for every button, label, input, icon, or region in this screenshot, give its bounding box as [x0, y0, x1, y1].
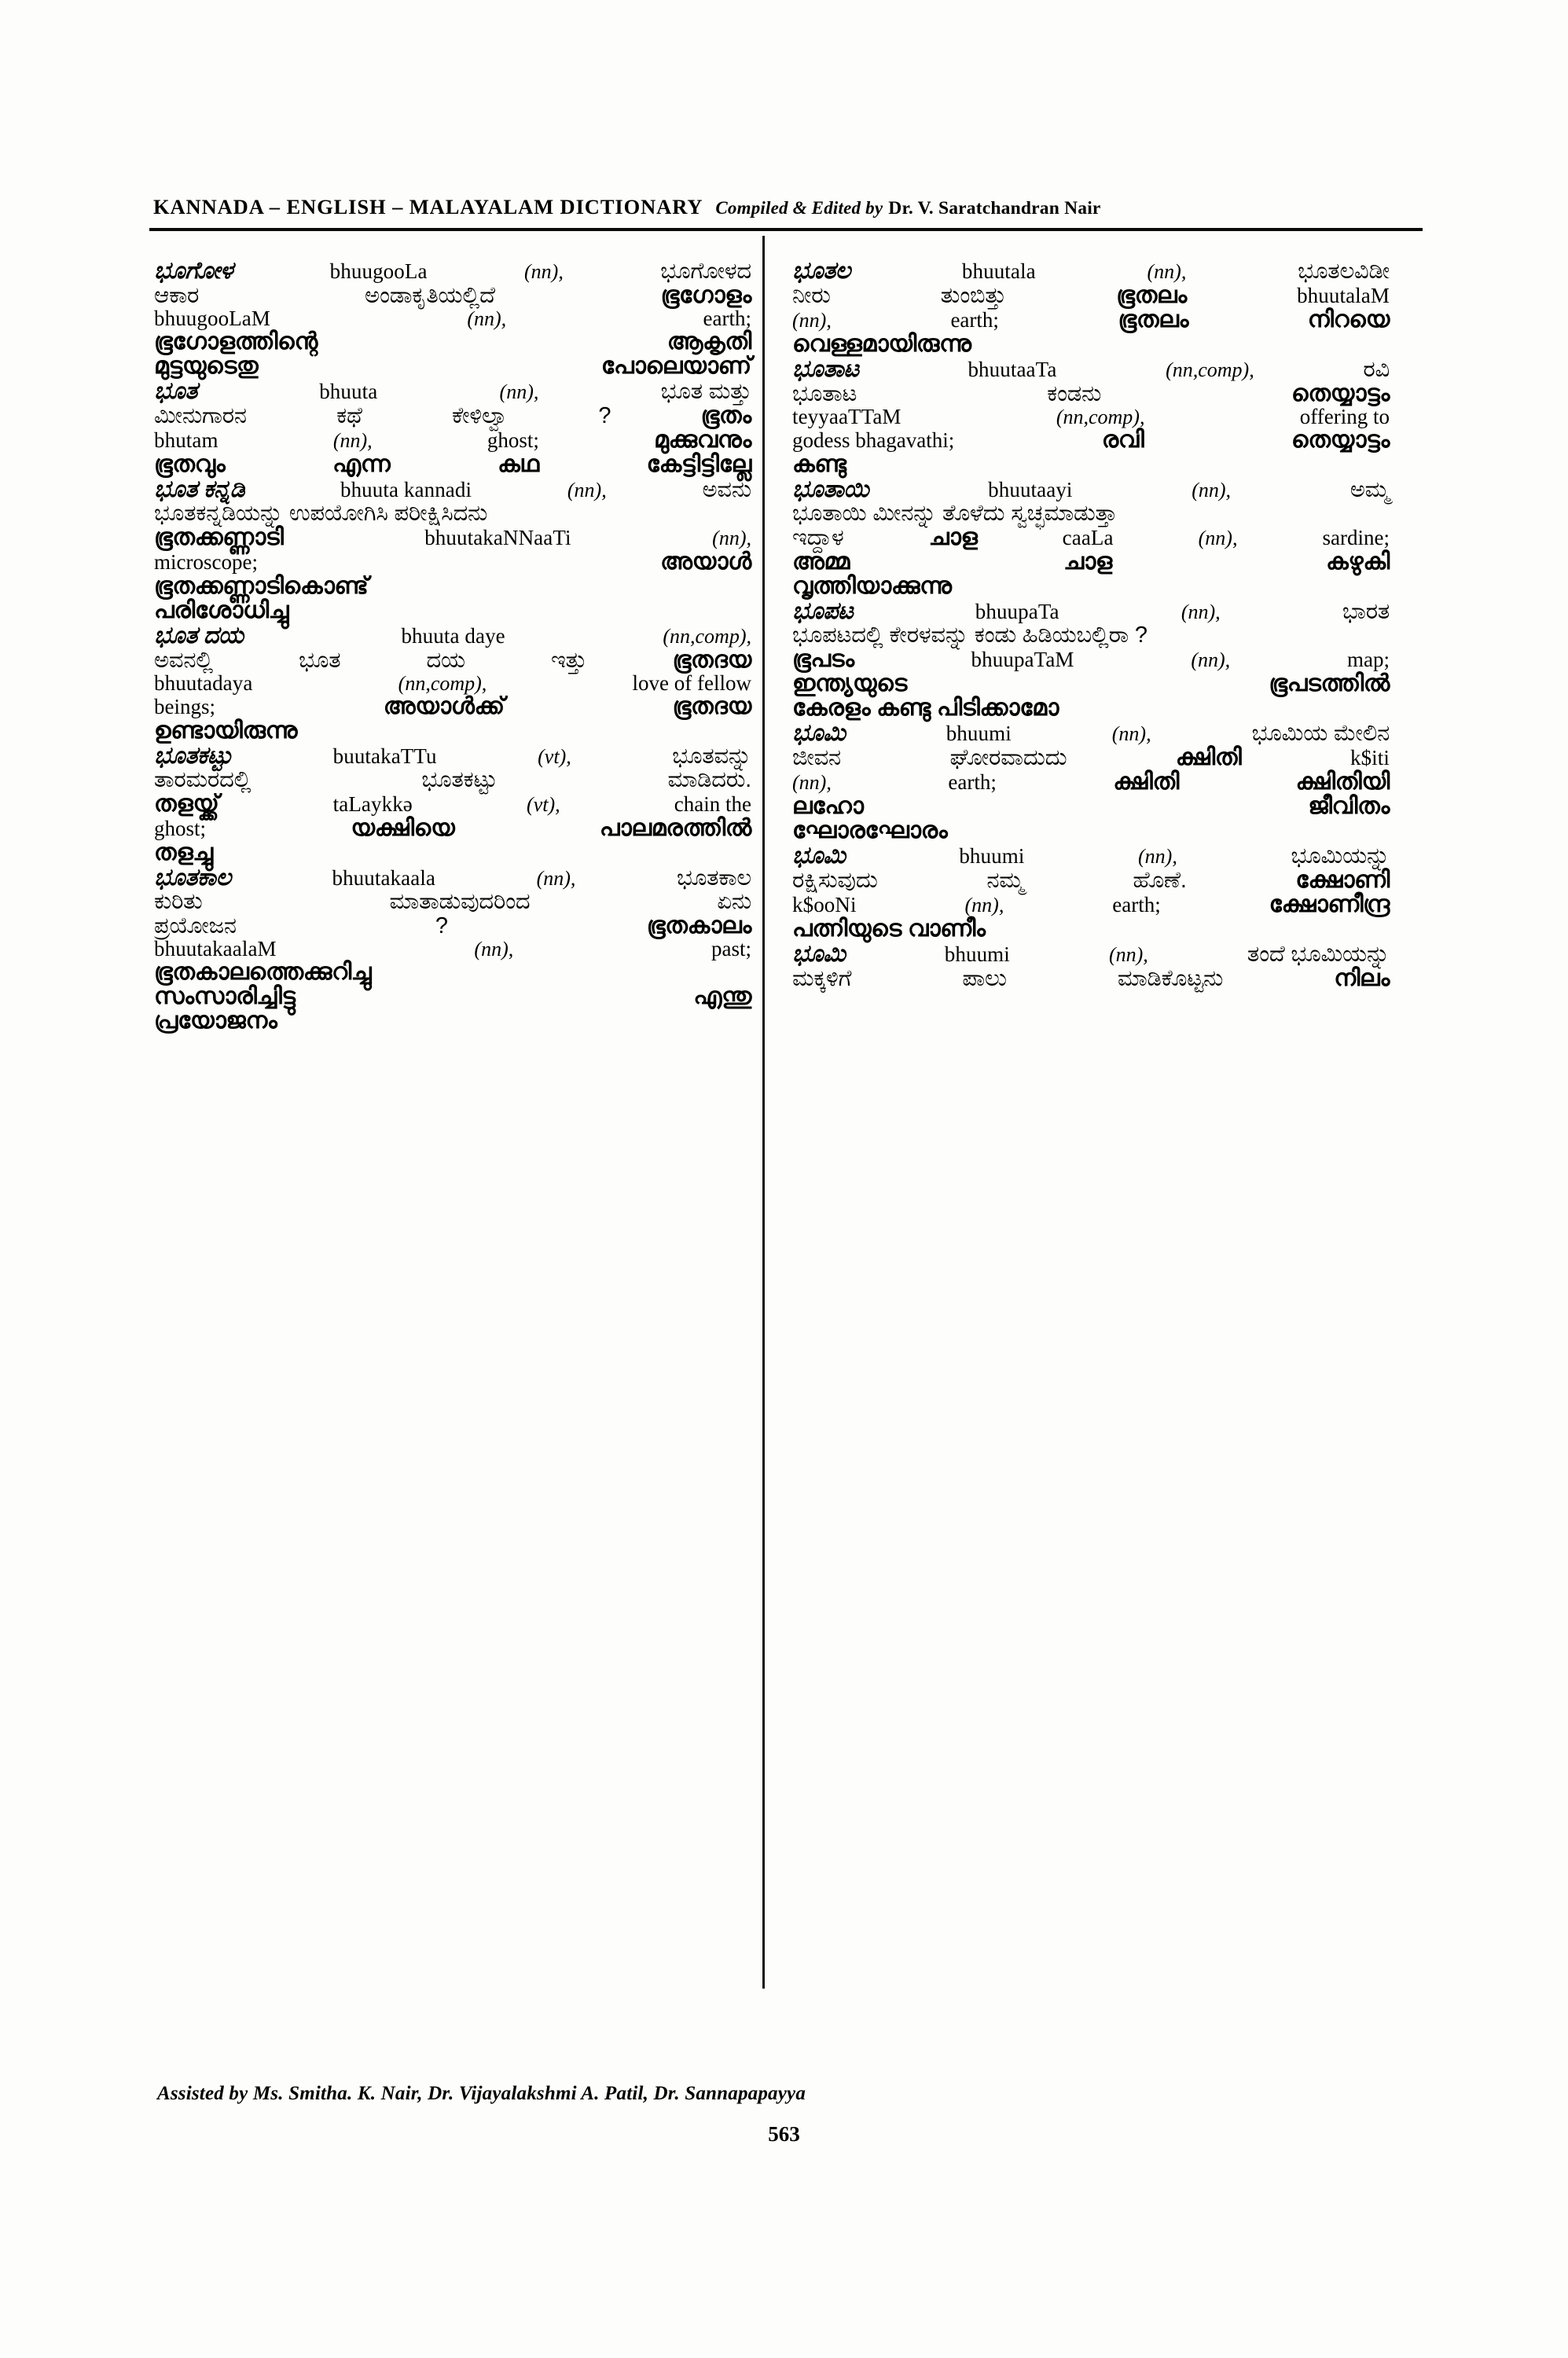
part-of-speech: (vt),: [538, 745, 571, 768]
malayalam-text: നിലം: [1334, 965, 1390, 991]
entry-line: [154, 380, 751, 403]
header-rule: [149, 228, 1423, 231]
kannada-text: ಭೂತ: [299, 648, 341, 673]
part-of-speech: (nn),: [792, 309, 832, 332]
entry-line: [154, 550, 751, 574]
english-gloss: godess bhagavathi;: [792, 428, 955, 452]
malayalam-text: ആകൃതി: [666, 329, 751, 354]
romanized-transliteration: buutakaTTu: [332, 744, 437, 768]
kannada-text: ಭೂತಕಟ್ಟು: [421, 767, 498, 792]
kannada-text: ಭೂತಾಯಿ ಮೀನನ್ನು ತೊಳೆದು ಸ್ವಚ್ಛಮಾಡುತ್ತಾ: [792, 501, 1118, 526]
dictionary-entry: [792, 358, 1390, 476]
entry-line: [792, 406, 1390, 428]
kannada-text: ಅವನಲ್ಲಿ: [154, 648, 213, 673]
entry-line: [154, 866, 751, 890]
entry-line: [792, 893, 1390, 916]
part-of-speech: (nn),: [332, 429, 373, 452]
kannada-text: ಘೋರವಾದುದು: [949, 745, 1067, 770]
entry-line: [154, 330, 751, 354]
entry-line: [792, 917, 1390, 941]
part-of-speech: (nn),: [474, 938, 514, 960]
part-of-speech: (nn),: [1191, 648, 1231, 671]
editor-name: Dr. V. Saratchandran Nair: [888, 198, 1101, 219]
entry-line: [154, 891, 751, 913]
kannada-headword: ಭೂತ ಕನ್ನಡಿ: [154, 476, 245, 502]
entry-line: [792, 648, 1390, 671]
entry-line: [792, 428, 1390, 452]
malayalam-text: പോലെയാണ്: [600, 353, 751, 379]
kannada-headword: ಭೂಮಿ: [792, 720, 846, 746]
kannada-text: ಭಾರತ: [1342, 599, 1390, 624]
entry-line: [792, 259, 1390, 283]
kannada-headword: ಭೂತ: [154, 378, 197, 404]
malayalam-text: പ്രയോജനം: [154, 1008, 277, 1034]
kannada-text: ?: [435, 913, 448, 938]
malayalam-text: പരിശോധിച്ചു: [154, 597, 289, 623]
entry-line: [792, 478, 1390, 501]
entry-line: [792, 819, 1390, 843]
malayalam-text: ഭൂഗോളത്തിന്റെ: [154, 329, 318, 354]
romanized-transliteration: bhuumi: [959, 844, 1025, 868]
kannada-text: ಪಾಲು: [962, 966, 1007, 991]
romanized-transliteration: bhuumi: [946, 722, 1012, 745]
part-of-speech: (nn),: [1198, 527, 1238, 549]
malayalam-text: തെയ്യാട്ടം: [1291, 427, 1390, 453]
kannada-text: ಮಾಡಿಕೊಟ್ಟನು: [1117, 966, 1224, 991]
column-divider: [762, 236, 765, 1989]
entry-line: [792, 722, 1390, 745]
english-gloss: earth;: [950, 308, 999, 332]
english-gloss: map;: [1346, 648, 1390, 671]
romanized-transliteration: bhuutadaya: [154, 671, 253, 695]
malayalam-text: കേട്ടിട്ടില്ലേ: [646, 451, 751, 477]
kannada-text: ಮಾಡಿದರು.: [667, 767, 751, 792]
malayalam-text: ഭൂപടത്തിൽ: [1269, 670, 1390, 696]
romanized-transliteration: bhuupaTaM: [971, 648, 1074, 671]
kannada-text: ಭೂಮಿಯನ್ನು: [1291, 843, 1390, 869]
kannada-text: ಕಂಡನು: [1047, 381, 1102, 406]
malayalam-text: തെയ്യാട്ടം: [1291, 380, 1390, 406]
kannada-text: ರವಿ: [1363, 357, 1390, 382]
part-of-speech: (nn),: [964, 894, 1004, 916]
malayalam-text: ചാള: [928, 524, 978, 550]
kannada-text: ಏನು: [717, 889, 751, 914]
entry-line: [154, 817, 751, 840]
part-of-speech: (nn),: [567, 479, 607, 501]
malayalam-text: അമ്മ: [792, 549, 850, 575]
kannada-text: ಅವನು: [702, 477, 751, 502]
dictionary-entry: [154, 866, 751, 1033]
malayalam-text: ഭൂതദയ: [672, 693, 751, 719]
malayalam-text: കണ്ടു: [792, 451, 846, 477]
entry-line: [154, 284, 751, 307]
part-of-speech: (nn,comp),: [1056, 406, 1145, 428]
romanized-transliteration: k$iti: [1350, 746, 1390, 769]
malayalam-text: ഭൂതവും: [154, 451, 226, 477]
entry-line: [154, 960, 751, 984]
malayalam-text: ഘോരഘോരം: [792, 817, 948, 843]
dictionary-entry: [792, 478, 1390, 598]
english-gloss: past;: [711, 937, 751, 960]
page-number: 563: [768, 2122, 800, 2146]
entry-line: [154, 1009, 751, 1033]
kannada-text: ಪ್ರಯೋಜನ: [154, 913, 237, 938]
kannada-text: ಜೀವನ: [792, 745, 841, 770]
entry-line: [154, 599, 751, 623]
entry-line: [154, 404, 751, 428]
entry-line: [154, 985, 751, 1008]
entry-line: [154, 938, 751, 960]
right-column: [792, 259, 1390, 992]
english-gloss: beings;: [154, 695, 215, 718]
entry-line: [154, 428, 751, 452]
malayalam-text: ഭൂതലം: [1116, 282, 1187, 308]
kannada-text: ಕುರಿತು: [154, 889, 203, 914]
malayalam-text: കഥ: [498, 451, 539, 477]
dictionary-entry: [154, 380, 751, 476]
romanized-transliteration: caaLa: [1062, 526, 1114, 549]
entry-line: [154, 453, 751, 476]
entry-line: [154, 259, 751, 283]
malayalam-text: യക്ഷിയെ: [351, 815, 455, 841]
romanized-transliteration: bhuuta daye: [401, 624, 505, 648]
malayalam-text: മുക്കുവനും: [654, 427, 751, 453]
entry-line: [792, 795, 1390, 818]
entry-line: [792, 967, 1390, 990]
dictionary-entry: [154, 478, 751, 623]
part-of-speech: (nn),: [1108, 943, 1148, 966]
kannada-text: ಭೂತಕನ್ನಡಿಯನ್ನು ಉಪಯೋಗಿಸಿ ಪರೀಕ್ಷಿಸಿದನು: [154, 501, 488, 526]
kannada-text: ತಂದೆ ಭೂಮಿಯನ್ನು: [1247, 942, 1390, 967]
english-gloss: chain the: [674, 792, 751, 816]
malayalam-text: സംസാരിച്ചിട്ടു: [154, 983, 296, 1009]
malayalam-text: ഭൂതദയ: [672, 647, 751, 673]
malayalam-text: ഭൂതകാലത്തെക്കുറിച്ചു: [154, 959, 372, 985]
entry-line: [792, 550, 1390, 574]
kannada-text: ಭೂಗೋಳದ: [660, 259, 751, 284]
entry-line: [792, 358, 1390, 381]
entry-line: [154, 354, 751, 378]
malayalam-text: ഇന്ത്യയുടെ: [792, 670, 908, 696]
entry-line: [792, 696, 1390, 720]
kannada-text: ನೀರು: [792, 283, 831, 308]
entry-line: [154, 624, 751, 648]
english-gloss: love of fellow: [632, 671, 751, 695]
part-of-speech: (nn),: [1147, 260, 1187, 283]
kannada-headword: ಭೂತಕಾಲ: [154, 865, 231, 891]
malayalam-text: ക്ഷോണീന്ദ്ര: [1269, 891, 1390, 917]
malayalam-text: ഭൂതക്കണ്ണാടി: [154, 524, 284, 550]
dictionary-entry: [792, 600, 1390, 720]
entry-line: [792, 332, 1390, 356]
kannada-headword: ಭೂಗೋಳ: [154, 258, 233, 284]
malayalam-text: കഴുകി: [1326, 549, 1390, 575]
romanized-transliteration: bhutam: [154, 428, 218, 452]
part-of-speech: (nn),: [1138, 845, 1177, 868]
part-of-speech: (nn),: [792, 771, 832, 794]
kannada-headword: ಭೂಮಿ: [792, 843, 846, 869]
kannada-text: ಮೀನುಗಾರನ: [154, 403, 247, 428]
entry-line: [792, 453, 1390, 476]
entry-line: [154, 769, 751, 792]
english-gloss: ghost;: [154, 817, 207, 840]
malayalam-text: ഭൂതക്കണ്ണാടികൊണ്ട്: [154, 573, 369, 599]
part-of-speech: (nn,comp),: [663, 625, 751, 648]
malayalam-text: തളച്ചു: [154, 839, 213, 865]
part-of-speech: (nn),: [524, 260, 564, 283]
malayalam-text: ചാള: [1063, 549, 1113, 575]
entry-line: [792, 844, 1390, 868]
entry-line: [154, 695, 751, 718]
malayalam-text: ഭൂതം: [700, 402, 751, 428]
english-gloss: microscope;: [154, 550, 258, 574]
romanized-transliteration: bhuutakaala: [332, 866, 436, 890]
romanized-transliteration: bhuutaayi: [988, 478, 1073, 501]
entry-line: [154, 792, 751, 816]
malayalam-text: രവി: [1101, 427, 1144, 453]
english-gloss: earth;: [703, 307, 751, 330]
kannada-text: ಕಥೆ: [336, 403, 362, 428]
romanized-transliteration: teyyaaTTaM: [792, 405, 902, 428]
entry-line: [792, 770, 1390, 794]
part-of-speech: (nn),: [1111, 722, 1151, 745]
english-gloss: earth;: [948, 770, 997, 794]
part-of-speech: (nn),: [1192, 479, 1232, 501]
part-of-speech: (nn),: [536, 867, 576, 890]
kannada-text: ಭೂತಲವಿಡೀ: [1298, 259, 1390, 284]
romanized-transliteration: bhuutakaNNaaTi: [424, 526, 571, 549]
malayalam-text: എന്തു: [693, 983, 751, 1009]
malayalam-text: എന്ന: [332, 451, 391, 477]
kannada-text: ತಾರಮರದಲ್ಲಿ: [154, 767, 252, 792]
kannada-headword: ಭೂತಾಯಿ: [792, 476, 869, 502]
romanized-transliteration: bhuugooLaM: [154, 307, 270, 330]
kannada-text: ಭೂಪಟದಲ್ಲಿ ಕೇರಳವನ್ನು ಕಂಡು ಹಿಡಿಯಬಲ್ಲಿರಾ ?: [792, 623, 1148, 648]
entry-line: [792, 284, 1390, 307]
kannada-text: ಅಮ್ಮ: [1350, 477, 1390, 502]
entry-line: [792, 624, 1390, 647]
malayalam-text: ഭൂതലം: [1118, 307, 1189, 332]
kannada-text: ಅಂಡಾಕೃತಿಯಲ್ಲಿದೆ: [364, 283, 495, 308]
malayalam-text: വൃത്തിയാക്കുന്നു: [792, 573, 952, 599]
romanized-transliteration: bhuugooLa: [329, 259, 428, 283]
dictionary-entry: [792, 942, 1390, 990]
kannada-text: ಇದ್ದಾಳ: [792, 525, 844, 550]
kannada-headword: ಭೂಮಿ: [792, 941, 846, 967]
dictionary-entry: [154, 744, 751, 865]
kannada-text: ಭೂತವನ್ನು: [672, 744, 751, 769]
entry-line: [154, 744, 751, 768]
kannada-text: ಇತ್ತು: [551, 648, 587, 673]
entry-line: [792, 502, 1390, 525]
malayalam-text: അയാൾ: [660, 549, 751, 575]
part-of-speech: (nn),: [499, 380, 539, 403]
english-gloss: earth;: [1112, 893, 1161, 916]
part-of-speech: (nn),: [467, 307, 507, 330]
malayalam-text: ക്ഷിതി: [1113, 769, 1180, 795]
kannada-headword: ಭೂತಲ: [792, 258, 851, 284]
entry-line: [792, 942, 1390, 966]
entry-line: [154, 673, 751, 694]
kannada-headword: ಭೂಪಟ: [792, 598, 854, 624]
english-gloss: offering to: [1299, 405, 1390, 428]
romanized-transliteration: bhuupaTa: [975, 600, 1059, 623]
english-gloss: sardine;: [1322, 526, 1390, 549]
running-head: [153, 195, 1419, 219]
malayalam-text: ഭൂഗോളം: [660, 282, 751, 308]
left-column: [154, 259, 751, 1034]
entry-line: [154, 841, 751, 865]
entry-line: [792, 575, 1390, 598]
part-of-speech: (vt),: [527, 793, 560, 816]
kannada-text: ಭೂತ ಮತ್ತು: [660, 379, 751, 404]
kannada-text: ಮಾತಾಡುವುದರಿಂದ: [389, 889, 531, 914]
malayalam-text: ഭൂതകാലം: [646, 913, 751, 938]
malayalam-text: ഉണ്ടായിരുന്നു: [154, 718, 298, 744]
kannada-text: ಭೂಮಿಯ ಮೇಲಿನ: [1251, 721, 1390, 746]
kannada-text: ಆಕಾರ: [154, 283, 200, 308]
part-of-speech: (nn),: [1181, 601, 1221, 623]
malayalam-text: കേരളം കണ്ടു പിടിക്കാമോ: [792, 695, 1059, 721]
entry-line: [792, 308, 1390, 332]
kannada-text: ಭೂತಕಾಲ: [677, 865, 751, 891]
kannada-text: ರಕ್ಷಿಸುವುದು: [792, 868, 878, 893]
malayalam-text: ഭൂപടം: [792, 646, 854, 672]
part-of-speech: (nn,comp),: [1166, 358, 1254, 381]
romanized-transliteration: bhuutakaalaM: [154, 937, 277, 960]
entry-line: [792, 600, 1390, 623]
entry-line: [154, 478, 751, 501]
malayalam-text: നിറയെ: [1307, 307, 1390, 332]
romanized-transliteration: taLaykkə: [332, 792, 413, 816]
romanized-transliteration: bhuutaaTa: [968, 358, 1057, 381]
malayalam-text: തളയ്ക്ക്: [154, 791, 219, 817]
romanized-transliteration: bhuuta: [319, 380, 378, 403]
malayalam-text: പത്നിയുടെ വാണീം: [792, 916, 986, 942]
entry-line: [154, 575, 751, 598]
entry-line: [792, 746, 1390, 769]
entry-line: [792, 672, 1390, 696]
kannada-text: ಕೇಳಿಲ್ವಾ: [452, 403, 509, 428]
romanized-transliteration: bhuutalaM: [1297, 284, 1390, 307]
kannada-text: ?: [598, 403, 611, 428]
kannada-text: ತುಂಬಿತ್ತು: [940, 283, 1007, 308]
malayalam-text: ക്ഷിതിയി: [1295, 769, 1390, 795]
kannada-text: ನಮ್ಮ: [986, 868, 1024, 893]
malayalam-text: പാലമരത്തിൽ: [599, 815, 751, 841]
english-gloss: ghost;: [487, 428, 539, 452]
entry-line: [154, 502, 751, 525]
romanized-transliteration: bhuuta kannadi: [340, 478, 472, 501]
kannada-text: ಮಕ್ಕಳಿಗೆ: [792, 966, 852, 991]
malayalam-text: ക്ഷിതി: [1175, 744, 1242, 770]
romanized-transliteration: bhuumi: [944, 942, 1010, 966]
part-of-speech: (nn,comp),: [398, 672, 487, 695]
entry-line: [792, 869, 1390, 892]
compiled-by-label: Compiled & Edited by: [715, 198, 883, 218]
dictionary-entry: [792, 259, 1390, 356]
malayalam-text: ജീവിതം: [1308, 793, 1390, 819]
malayalam-text: മുട്ടയുടെതു: [154, 353, 259, 379]
dictionary-entry: [154, 624, 751, 743]
entry-line: [154, 648, 751, 672]
kannada-text: ಭೂತಾಟ: [792, 381, 857, 406]
entry-line: [154, 914, 751, 938]
romanized-transliteration: k$ooNi: [792, 893, 857, 916]
entry-line: [154, 719, 751, 743]
kannada-headword: ಭೂತಾಟ: [792, 356, 859, 382]
part-of-speech: (nn),: [712, 527, 751, 549]
kannada-text: ಹೊಣೆ.: [1133, 868, 1187, 893]
dictionary-entry: [792, 722, 1390, 843]
kannada-text: ದಯ: [426, 648, 465, 673]
malayalam-text: വെള്ളമായിരുന്നു: [792, 331, 971, 357]
dictionary-title: KANNADA – ENGLISH – MALAYALAM DICTIONARY: [153, 195, 703, 219]
kannada-headword: ಭೂತ ದಯ: [154, 623, 244, 648]
kannada-headword: ಭೂತಕಟ್ಟು: [154, 743, 233, 769]
romanized-transliteration: bhuutala: [961, 259, 1036, 283]
dictionary-entry: [154, 259, 751, 378]
footer-credit: Assisted by Ms. Smitha. K. Nair, Dr. Vijayalakshmi A. Patil, Dr. Sannapapayya: [157, 2083, 806, 2104]
malayalam-text: ലഹോ: [792, 793, 864, 819]
entry-line: [792, 526, 1390, 549]
malayalam-text: അയാൾക്ക്: [383, 693, 505, 719]
entry-line: [792, 382, 1390, 406]
malayalam-text: ക്ഷോണി: [1295, 867, 1390, 893]
entry-line: [154, 526, 751, 549]
dictionary-entry: [792, 844, 1390, 941]
entry-line: [154, 308, 751, 329]
